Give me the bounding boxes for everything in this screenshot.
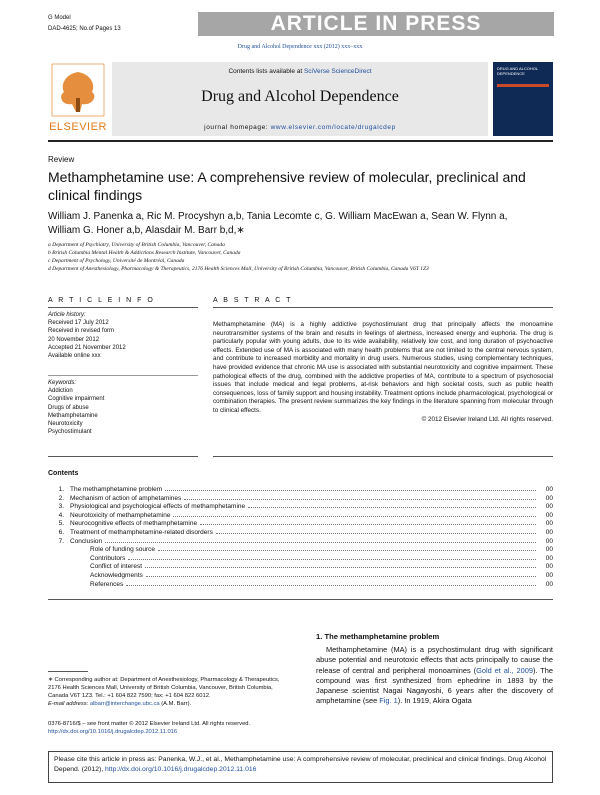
toc-leader xyxy=(126,584,536,586)
toc-title[interactable]: Mechanism of action of amphetamines xyxy=(70,494,182,502)
toc-page: 00 xyxy=(545,554,553,562)
email-suffix: (A.M. Barr). xyxy=(159,701,192,707)
toc-entry[interactable] xyxy=(48,538,553,547)
article-info-heading: A R T I C L E I N F O xyxy=(48,297,155,304)
history-label: Article history: xyxy=(48,312,86,318)
affiliation-b: b British Columbia Mental Health & Addictions Research Institute, Vancouver, Canada xyxy=(48,250,241,256)
keyword: Drugs of abuse xyxy=(48,404,89,411)
gmodel-label: G Model xyxy=(48,15,71,21)
toc-entry[interactable] xyxy=(48,512,553,521)
toc-number: 6. xyxy=(58,528,64,536)
toc-number: 7. xyxy=(58,537,64,545)
doi-link[interactable]: http://dx.doi.org/10.1016/j.drugalcdep.2012.11.016 xyxy=(48,729,178,735)
article-history xyxy=(48,311,198,360)
abstract-copyright: © 2012 Elsevier Ireland Ltd. All rights reserved. xyxy=(421,415,553,423)
history-item: Accepted 21 November 2012 xyxy=(48,344,126,351)
cover-title: DRUG AND ALCOHOL DEPENDENCE xyxy=(497,66,538,76)
email-line xyxy=(48,700,288,708)
journal-title: Drug and Alcohol Dependence xyxy=(201,88,399,105)
toc-leader xyxy=(165,489,536,491)
toc-leader xyxy=(216,532,536,534)
article-type: Review xyxy=(48,155,75,164)
footnote-rule xyxy=(48,671,88,672)
article-title: Methamphetamine use: A comprehensive review of molecular, preclinical and clinical findings xyxy=(48,169,526,203)
toc-entry[interactable] xyxy=(48,529,553,538)
toc-title[interactable]: Neurotoxicity of methamphetamine xyxy=(70,511,171,519)
toc-leader xyxy=(173,515,536,517)
toc-leader xyxy=(184,498,536,500)
citation-doi-link[interactable]: http://dx.doi.org/10.1016/j.drugalcdep.2012.11.016 xyxy=(105,766,257,773)
toc-page: 00 xyxy=(545,494,553,502)
article-in-press-text: ARTICLE IN PRESS xyxy=(270,12,482,35)
abstract-body xyxy=(213,321,553,424)
homepage-prefix: journal homepage: xyxy=(204,124,271,131)
article-info-bottom-rule xyxy=(48,456,198,457)
authors-line-2: William G. Honer a,b, Alasdair M. Barr b,d,∗ xyxy=(48,225,245,236)
toc-page: 00 xyxy=(545,520,553,528)
toc-page: 00 xyxy=(545,486,553,493)
toc-title[interactable]: Acknowledgments xyxy=(90,571,143,579)
history-item: 20 November 2012 xyxy=(48,336,100,343)
keywords-rule xyxy=(48,375,198,376)
affiliation-a: a Department of Psychiatry, University of British Columbia, Vancouver, Canada xyxy=(48,242,225,248)
homepage-link[interactable]: www.elsevier.com/locate/drugalcdep xyxy=(270,124,396,131)
toc-number: 5. xyxy=(58,520,64,528)
toc-title[interactable]: The methamphetamine problem xyxy=(70,486,163,493)
toc-entry[interactable] xyxy=(48,546,553,555)
toc-entry[interactable] xyxy=(48,581,553,590)
keywords-label: Keywords: xyxy=(48,380,77,386)
keywords xyxy=(48,379,198,436)
section-1-heading: 1. The methamphetamine problem xyxy=(316,632,440,641)
citation-prefix: Please cite this article in press as: Panenka, W.J., et al., Methamphetamine use: A comprehensive review of molecular, preclinical and clinical findings. Drug Alcohol Depend. (2012), xyxy=(54,756,547,773)
authors-line-1: William J. Panenka a, Ric M. Procyshyn a,b, Tania Lecomte c, G. William MacEwan a, Sean W. Flynn a, xyxy=(48,211,508,222)
contents-available-prefix: Contents lists available at xyxy=(228,68,304,75)
corresponding-author-text: ∗ Corresponding author at: Department of Anesthesiology, Pharmacology & Therapeutics, 2176 Health Sciences Mall, University of British Columbia, Vancouver, British Columbia, Canada V6T 1Z3. Tel.: +1 604 822 7590; fax: +1 604 822 6012. xyxy=(48,677,280,699)
toc-number: 1. xyxy=(58,486,64,493)
toc-leader xyxy=(158,549,536,551)
affiliation-c: c Department of Psychology, Université de Montréal, Canada xyxy=(48,258,185,264)
masthead-rule xyxy=(48,140,553,142)
section-1-paragraph xyxy=(316,645,553,707)
toc-leader xyxy=(145,566,536,568)
affiliations xyxy=(48,241,553,273)
toc-title[interactable]: Conflict of interest xyxy=(90,563,143,571)
keyword: Psychostimulant xyxy=(48,429,92,436)
toc-page: 00 xyxy=(545,537,553,545)
corresponding-author-footnote xyxy=(48,676,288,708)
toc-entry[interactable] xyxy=(48,495,553,504)
paragraph-text: ). The compound was first synthesized from ephedrine in 1893 by the Japanese scientist Nagai Nagayoshi, 6 years after the discovery of amphetamine (see xyxy=(316,665,553,706)
toc-title[interactable]: Conclusion xyxy=(70,537,103,545)
citation-link[interactable]: Gold et al., 2009 xyxy=(476,665,533,675)
toc-number: 4. xyxy=(58,511,64,519)
toc-leader xyxy=(105,541,536,543)
manuscript-id: DAD-4625; No.of Pages 13 xyxy=(48,26,121,32)
contents-bottom-rule xyxy=(48,599,553,600)
toc-page: 00 xyxy=(545,503,553,511)
keyword: Addiction xyxy=(48,388,73,395)
table-of-contents xyxy=(48,486,553,589)
abstract-heading: A B S T R A C T xyxy=(213,297,293,304)
issn-line: 0376-8716/$ – see front matter © 2012 Elsevier Ireland Ltd. All rights reserved. xyxy=(48,721,251,727)
email-label: E-mail address: xyxy=(48,701,90,707)
toc-page: 00 xyxy=(545,511,553,519)
toc-title[interactable]: Treatment of methamphetamine-related disorders xyxy=(70,528,213,536)
author-list xyxy=(48,210,553,238)
journal-citation-line: Drug and Alcohol Dependence xxx (2012) xxx–xxx xyxy=(237,44,363,50)
figure-link[interactable]: Fig. 1 xyxy=(379,696,398,706)
toc-title[interactable]: Physiological and psychological effects of methamphetamine xyxy=(70,503,246,511)
cover-stripe xyxy=(497,84,549,87)
toc-number: 2. xyxy=(58,494,64,502)
journal-homepage-line xyxy=(112,124,488,131)
toc-entry[interactable] xyxy=(48,503,553,512)
history-item: Available online xxx xyxy=(48,353,101,360)
elsevier-wordmark: ELSEVIER xyxy=(49,121,107,133)
issn-block xyxy=(48,720,308,736)
contents-heading: Contents xyxy=(48,470,79,477)
article-info-rule xyxy=(48,307,198,308)
toc-page: 00 xyxy=(545,528,553,536)
abstract-bottom-rule xyxy=(213,456,553,457)
toc-leader xyxy=(248,506,536,508)
toc-title[interactable]: References xyxy=(90,580,124,588)
toc-entry[interactable] xyxy=(48,555,553,564)
keyword: Methamphetamine xyxy=(48,412,98,419)
toc-number: 3. xyxy=(58,503,64,511)
toc-leader xyxy=(146,575,536,577)
toc-entry[interactable] xyxy=(48,563,553,572)
toc-entry[interactable] xyxy=(48,486,553,495)
abstract-text: Methamphetamine (MA) is a highly addictive psychostimulant drug that principally affects the monoamine neurotransmitter systems of the brain and results in feelings of alertness, increased energy and euphoria. The drug is particularly popular with young adults, due to its wide availability, relatively low cost, and long duration of psychoactive effects. Extended use of MA is associated with many health problems that are not limited to the central nervous system, and contribute to increased morbidity and mortality in drug users. Numerous studies, using complementary techniques, have provided evidence that chronic MA use is associated with substantial neurotoxicity and cognitive impairment. These pathological effects of the drug, combined with the addictive properties of MA, contribute to a spectrum of psychosocial issues that include medical and legal problems, at-risk behaviors and high societal costs, such as public health consequences, loss of family support and housing instability. Treatment options include pharmacological, psychological or combination therapies. The present review summarizes the key findings in the literature spanning from molecular through to clinical effects. xyxy=(213,321,553,414)
toc-title[interactable]: Neurocognitive effects of methamphetamine xyxy=(70,520,198,528)
history-item: Received in revised form xyxy=(48,328,115,335)
keyword: Cognitive impairment xyxy=(48,396,105,403)
paragraph-text: ). In 1919, Akira Ogata xyxy=(397,696,472,706)
history-item: Received 17 July 2012 xyxy=(48,320,109,327)
abstract-rule xyxy=(213,307,553,308)
contents-available-line xyxy=(112,68,488,75)
toc-title[interactable]: Role of funding source xyxy=(90,546,156,554)
email-link[interactable]: albarr@interchange.ubc.ca xyxy=(89,701,160,707)
toc-page: 00 xyxy=(545,571,553,579)
toc-title[interactable]: Contributors xyxy=(90,554,126,562)
toc-leader xyxy=(200,523,536,525)
toc-page: 00 xyxy=(545,563,553,571)
toc-page: 00 xyxy=(545,580,553,588)
affiliation-d: d Department of Anesthesiology, Pharmacology & Therapeutics, 2176 Health Sciences Mall, University of British Columbia, Vancouver, British Columbia, Canada V6T 1Z3 xyxy=(48,266,429,272)
toc-leader xyxy=(128,558,536,560)
keyword: Neurotoxicity xyxy=(48,421,83,428)
paragraph-text: Methamphetamine (MA) is a psychostimulant drug with significant abuse potential and neurotoxic effects that acts principally to cause the release of central and peripheral monoamines ( xyxy=(316,645,553,675)
toc-entry[interactable] xyxy=(48,520,553,529)
toc-entry[interactable] xyxy=(48,572,553,581)
sciencedirect-link[interactable]: SciVerse ScienceDirect xyxy=(303,68,372,75)
citation-text xyxy=(54,755,549,775)
toc-page: 00 xyxy=(545,546,553,554)
